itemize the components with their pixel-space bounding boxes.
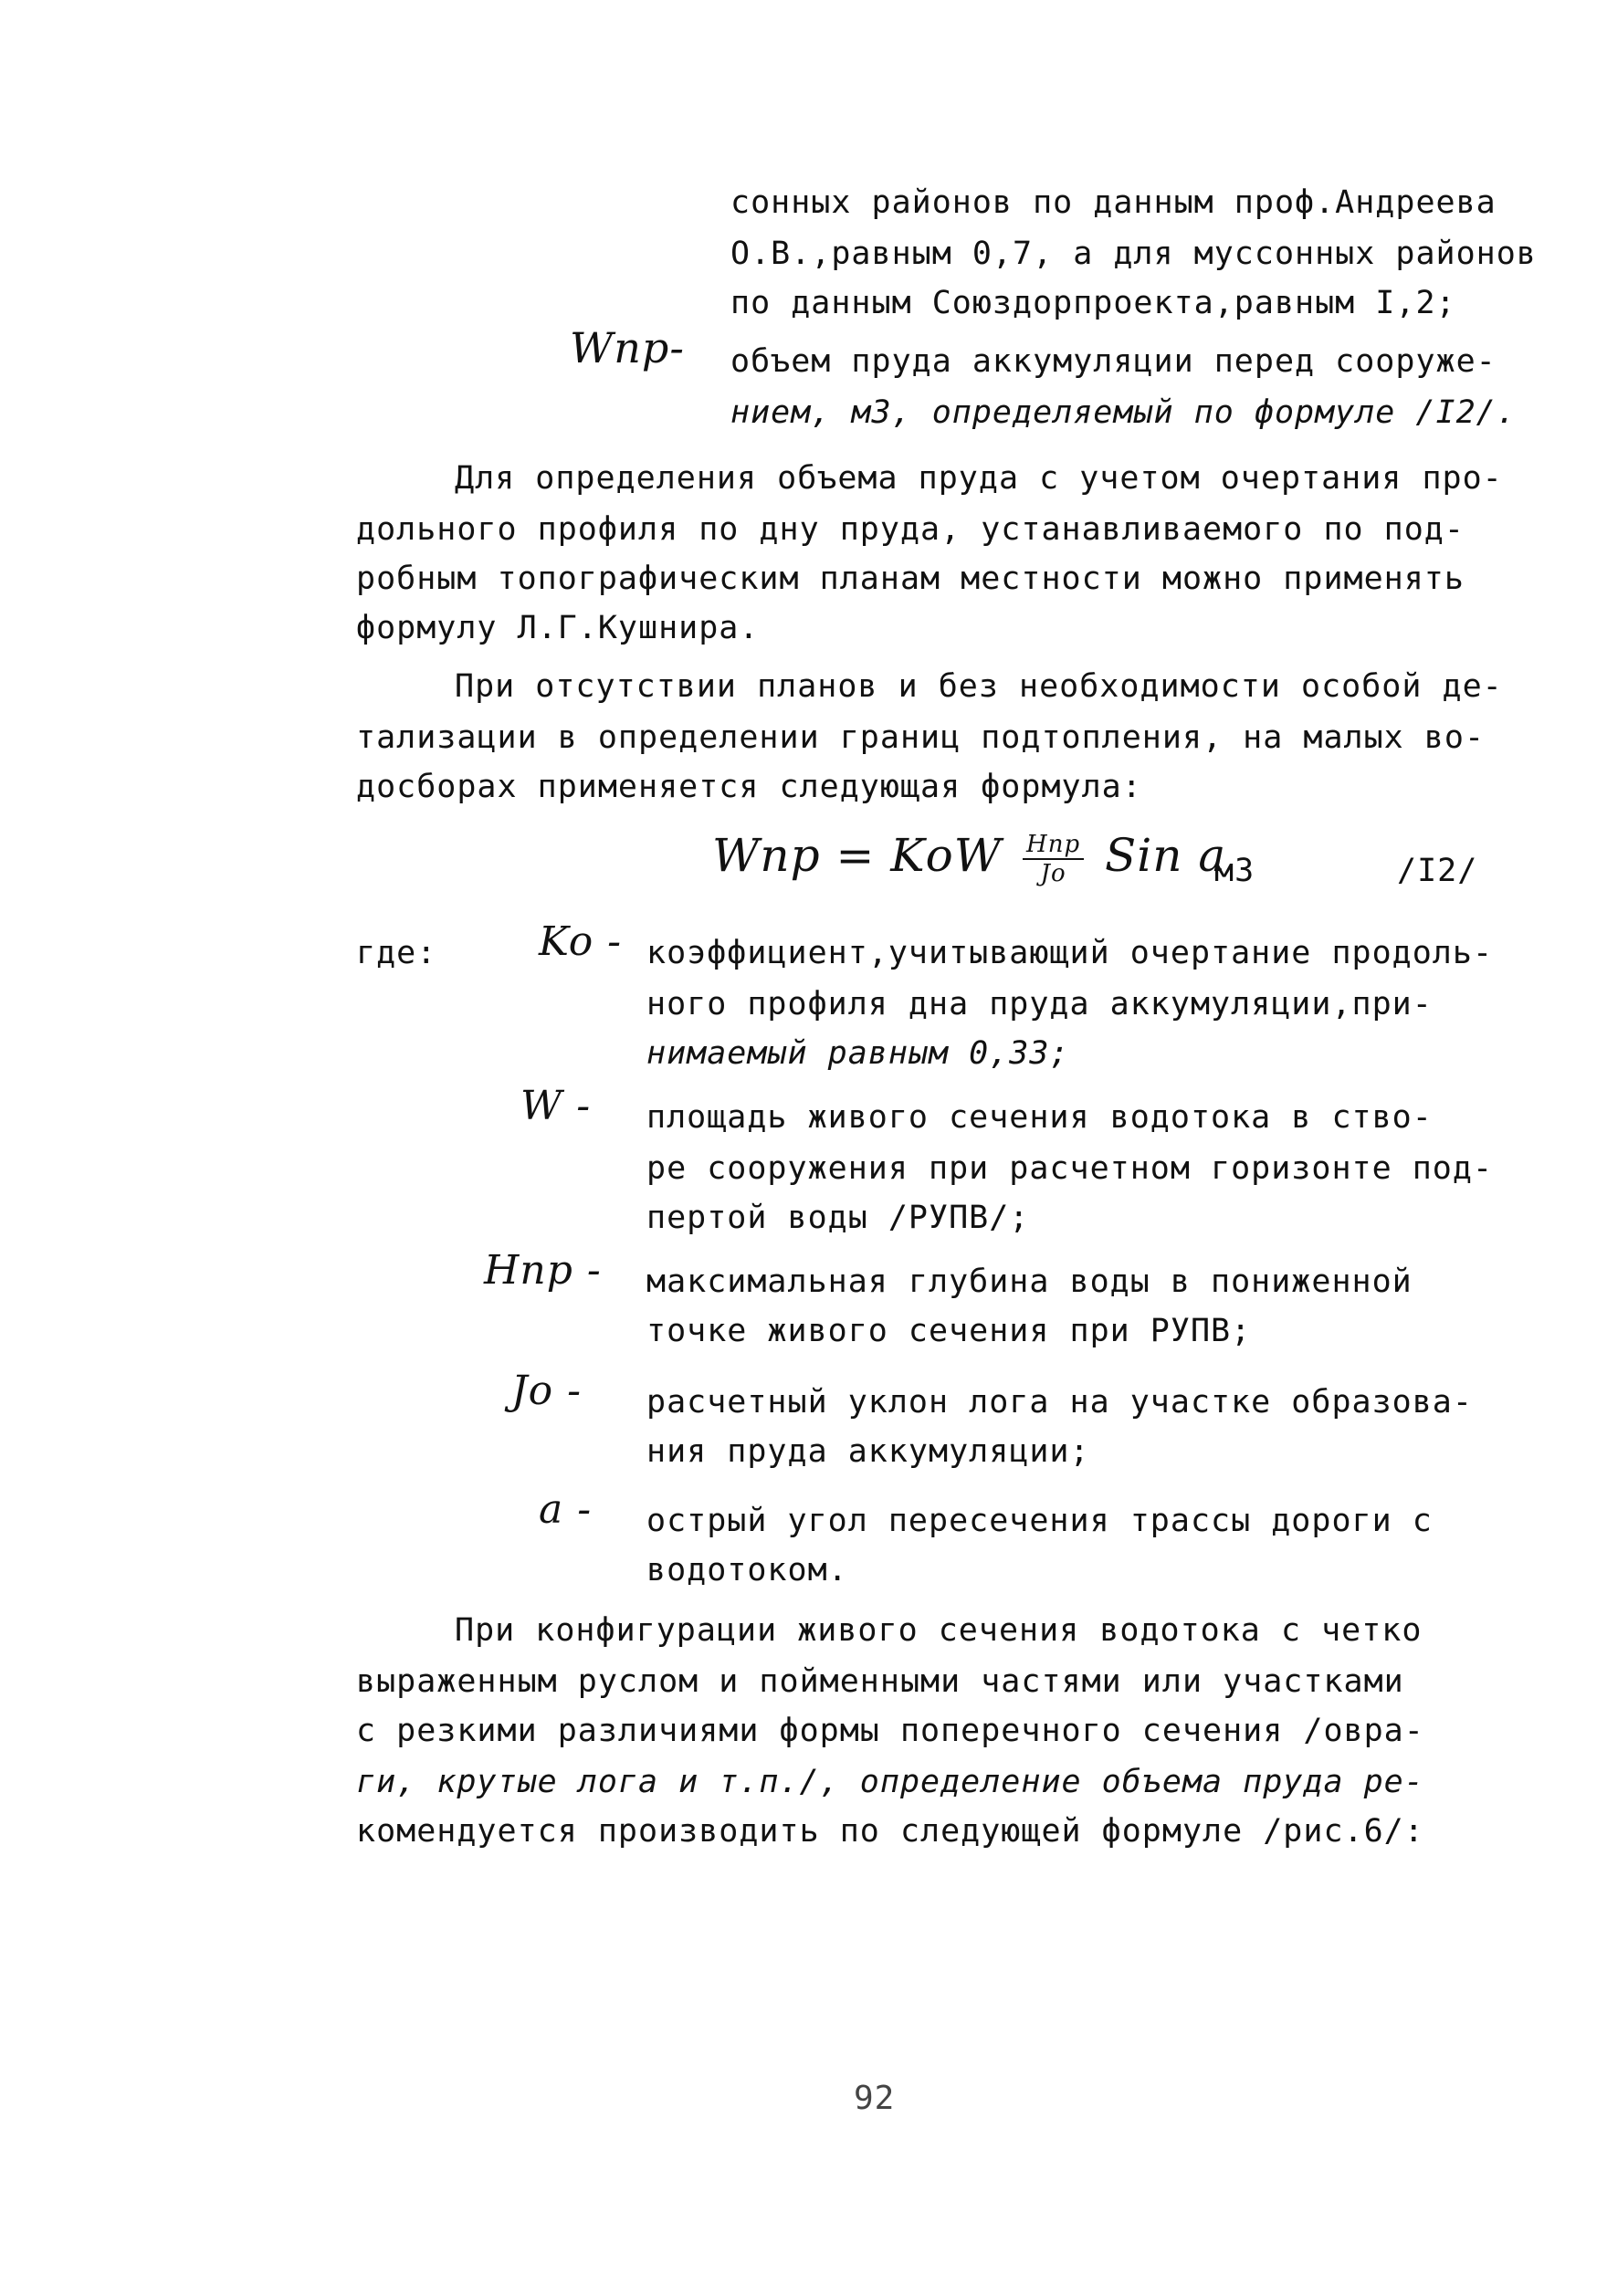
text-line: объем пруда аккумуляции перед сооруже- xyxy=(730,343,1497,380)
symbol-j-o: Jo - xyxy=(511,1368,582,1414)
text-line: коэффициент,учитывающий очертание продоль- xyxy=(646,935,1494,971)
text-line: нием, м3, определяемый по формуле /I2/. xyxy=(730,394,1517,431)
where-label: где: xyxy=(356,935,437,971)
text-line: При конфигурации живого сечения водотока с четко xyxy=(455,1612,1423,1649)
text-line: ного профиля дна пруда аккумуляции,при- xyxy=(646,986,1433,1022)
text-line: формулу Л.Г.Кушнира. xyxy=(356,610,760,646)
formula-number: /I2/ xyxy=(1397,853,1478,889)
symbol-w-pr: Wпр- xyxy=(570,323,685,372)
text-line: При отсутствии планов и без необходимости особой де- xyxy=(455,668,1503,705)
text-line: выраженным руслом и пойменными частями или участками xyxy=(356,1663,1404,1700)
text-line: ги, крутые лога и т.п./, определение объема пруда ре- xyxy=(356,1764,1424,1800)
text-line: Для определения объема пруда с учетом очертания про- xyxy=(455,460,1503,497)
text-line: водотоком. xyxy=(646,1552,848,1588)
formula xyxy=(712,829,1226,887)
symbol-alpha: a - xyxy=(539,1486,593,1533)
text-line: тализации в определении границ подтопления, на малых во- xyxy=(356,719,1486,756)
text-line: с резкими различиями формы поперечного сечения /овра- xyxy=(356,1713,1424,1749)
symbol-ko: Ko - xyxy=(539,918,623,965)
text-line: по данным Союздорпроекта,равным I,2; xyxy=(730,285,1456,321)
text-line: ния пруда аккумуляции; xyxy=(646,1433,1090,1470)
symbol-h-pr: Hпр - xyxy=(484,1247,602,1294)
formula-sin: Sin a xyxy=(1105,829,1227,882)
formula-lhs: Wпр = KоW xyxy=(712,829,1003,882)
text-line: расчетный уклон лога на участке образова- xyxy=(646,1384,1473,1421)
text-line: досборах применяется следующая формула: xyxy=(356,769,1142,805)
text-line: острый угол пересечения трассы дороги с xyxy=(646,1503,1433,1539)
text-line: О.В.,равным 0,7, а для муссонных районов xyxy=(730,236,1537,272)
text-line: площадь живого сечения водотока в ство- xyxy=(646,1099,1433,1136)
text-line: робным топографическим планам местности можно применять xyxy=(356,561,1465,597)
page-number: 92 xyxy=(854,2080,896,2117)
text-line: точке живого сечения при РУПВ; xyxy=(646,1313,1252,1349)
text-line: дольного профиля по дну пруда, устанавливаемого по под- xyxy=(356,511,1465,548)
formula-numerator: Hпр xyxy=(1023,831,1084,860)
text-line: нимаемый равным 0,33; xyxy=(646,1035,1070,1072)
text-line: пертой воды /РУПВ/; xyxy=(646,1200,1030,1236)
text-line: сонных районов по данным проф.Андреева xyxy=(730,184,1497,221)
formula-denominator: Jо xyxy=(1040,860,1066,887)
text-line: ре сооружения при расчетном горизонте под- xyxy=(646,1150,1494,1187)
symbol-omega: W - xyxy=(520,1083,592,1129)
text-line: комендуется производить по следующей формуле /рис.6/: xyxy=(356,1813,1424,1850)
text-line: максимальная глубина воды в пониженной xyxy=(646,1263,1413,1300)
formula-unit: м3 xyxy=(1214,853,1255,889)
formula-fraction xyxy=(1023,831,1084,887)
